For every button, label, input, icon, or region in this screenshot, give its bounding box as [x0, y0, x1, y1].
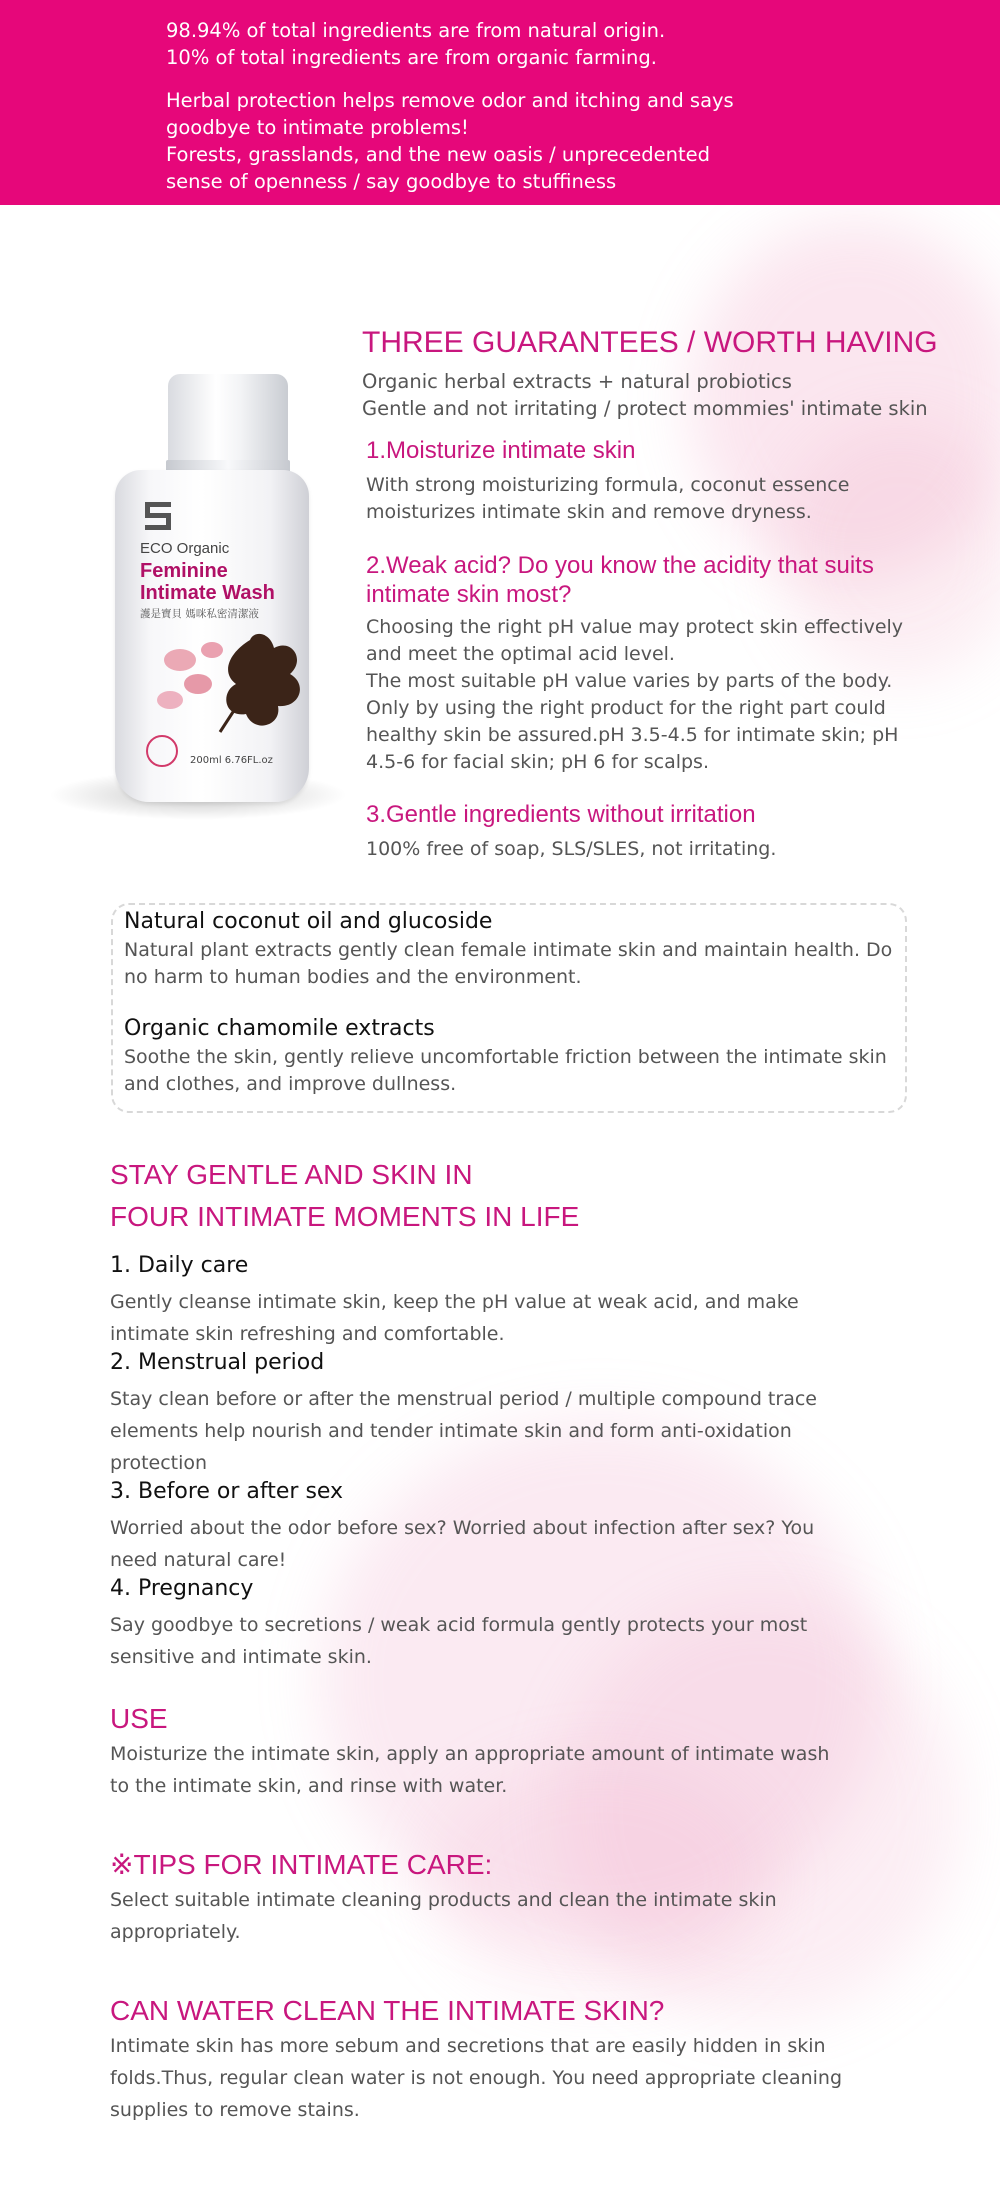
tips-text-line: Select suitable intimate cleaning products and clean the intimate skin [110, 1889, 777, 1911]
water-text-line: supplies to remove stains. [110, 2099, 360, 2121]
moment-title: 2. Menstrual period [110, 1350, 325, 1375]
guarantee-text-line: Choosing the right pH value may protect skin effectively [366, 616, 904, 638]
moment-text-line: sensitive and intimate skin. [110, 1646, 372, 1668]
moment-text-line: protection [110, 1452, 208, 1474]
product-line-label: ECO Organic [140, 540, 230, 557]
product-name [140, 560, 275, 604]
guarantee-text-line: 100% free of soap, SLS/SLES, not irritating. [366, 838, 777, 860]
guarantee-text-line: The most suitable pH value varies by parts of the body. [366, 670, 893, 692]
use-title: USE [110, 1703, 168, 1734]
banner-line: sense of openness / say goodbye to stuffiness [166, 170, 617, 193]
ingredient-text-line: Natural plant extracts gently clean female intimate skin and maintain health. Do [124, 939, 893, 961]
product-name-line: Intimate Wash [140, 582, 275, 604]
moment-text-line: need natural care! [110, 1549, 287, 1571]
water-text-line: folds.Thus, regular clean water is not enough. You need appropriate cleaning [110, 2067, 843, 2089]
ingredient-title: Organic chamomile extracts [124, 1016, 435, 1041]
product-chinese-name: 護是寶貝 媽咪私密清潔液 [140, 608, 259, 620]
ingredient-text-line: and clothes, and improve dullness. [124, 1073, 457, 1095]
moment-text-line: intimate skin refreshing and comfortable. [110, 1323, 505, 1345]
product-name-line: Feminine [140, 560, 228, 582]
guarantee-title: 3.Gentle ingredients without irritation [366, 801, 756, 828]
guarantee-text-line: 4.5-6 for facial skin; pH 6 for scalps. [366, 751, 709, 773]
guarantee-text-line: With strong moisturizing formula, coconut essence [366, 474, 850, 496]
water-text-line: Intimate skin has more sebum and secretions that are easily hidden in skin [110, 2035, 826, 2057]
moment-text-line: Worried about the odor before sex? Worried about infection after sex? You [110, 1517, 815, 1539]
guarantee-title: 1.Moisturize intimate skin [366, 437, 636, 464]
guarantee-text-line: healthy skin be assured.pH 3.5-4.5 for intimate skin; pH [366, 724, 899, 746]
product-volume: 200ml 6.76FL.oz [190, 755, 273, 766]
moment-text-line: Gently cleanse intimate skin, keep the pH value at weak acid, and make [110, 1291, 799, 1313]
moment-text-line: Stay clean before or after the menstrual period / multiple compound trace [110, 1388, 817, 1410]
top-banner [0, 0, 1000, 205]
use-text-line: Moisturize the intimate skin, apply an appropriate amount of intimate wash [110, 1743, 830, 1765]
moment-title: 3. Before or after sex [110, 1479, 344, 1504]
eco-certification-icon [146, 735, 178, 767]
guarantee-title: 2.Weak acid? Do you know the acidity that suits [366, 552, 874, 579]
moment-title: 1. Daily care [110, 1253, 249, 1278]
bottle-cap [168, 374, 288, 466]
ingredient-text-line: Soothe the skin, gently relieve uncomfortable friction between the intimate skin [124, 1046, 887, 1068]
water-title: CAN WATER CLEAN THE INTIMATE SKIN? [110, 1995, 665, 2026]
banner-line: Forests, grasslands, and the new oasis / unprecedented [166, 143, 711, 166]
brand-logo-icon [143, 500, 173, 532]
moment-text-line: Say goodbye to secretions / weak acid formula gently protects your most [110, 1614, 808, 1636]
use-text-line: to the intimate skin, and rinse with water. [110, 1775, 508, 1797]
guarantee-text-line: moisturizes intimate skin and remove dryness. [366, 501, 812, 523]
banner-line: goodbye to intimate problems! [166, 116, 469, 139]
guarantees-title: THREE GUARANTEES / WORTH HAVING [362, 326, 938, 359]
ingredient-text-line: no harm to human bodies and the environment. [124, 966, 582, 988]
guarantee-text-line: and meet the optimal acid level. [366, 643, 675, 665]
watercolor-wash-top-2 [780, 420, 1000, 680]
banner-line: Herbal protection helps remove odor and itching and says [166, 89, 734, 112]
flower-illustration-icon [150, 622, 310, 742]
moment-text-line: elements help nourish and tender intimate skin and form anti-oxidation [110, 1420, 792, 1442]
banner-line: 10% of total ingredients are from organic farming. [166, 46, 657, 69]
moments-title-line: STAY GENTLE AND SKIN IN [110, 1159, 473, 1190]
guarantee-text-line: Only by using the right product for the right part could [366, 697, 886, 719]
tips-title: ※TIPS FOR INTIMATE CARE: [110, 1849, 493, 1880]
ingredient-title: Natural coconut oil and glucoside [124, 909, 493, 934]
banner-line: 98.94% of total ingredients are from natural origin. [166, 19, 666, 42]
tips-text-line: appropriately. [110, 1921, 241, 1943]
guarantees-intro-line: Organic herbal extracts + natural probiotics [362, 370, 792, 393]
guarantees-intro-line: Gentle and not irritating / protect mommies' intimate skin [362, 397, 928, 420]
guarantee-title: intimate skin most? [366, 581, 572, 608]
moment-title: 4. Pregnancy [110, 1576, 254, 1601]
moments-title-line: FOUR INTIMATE MOMENTS IN LIFE [110, 1201, 580, 1232]
